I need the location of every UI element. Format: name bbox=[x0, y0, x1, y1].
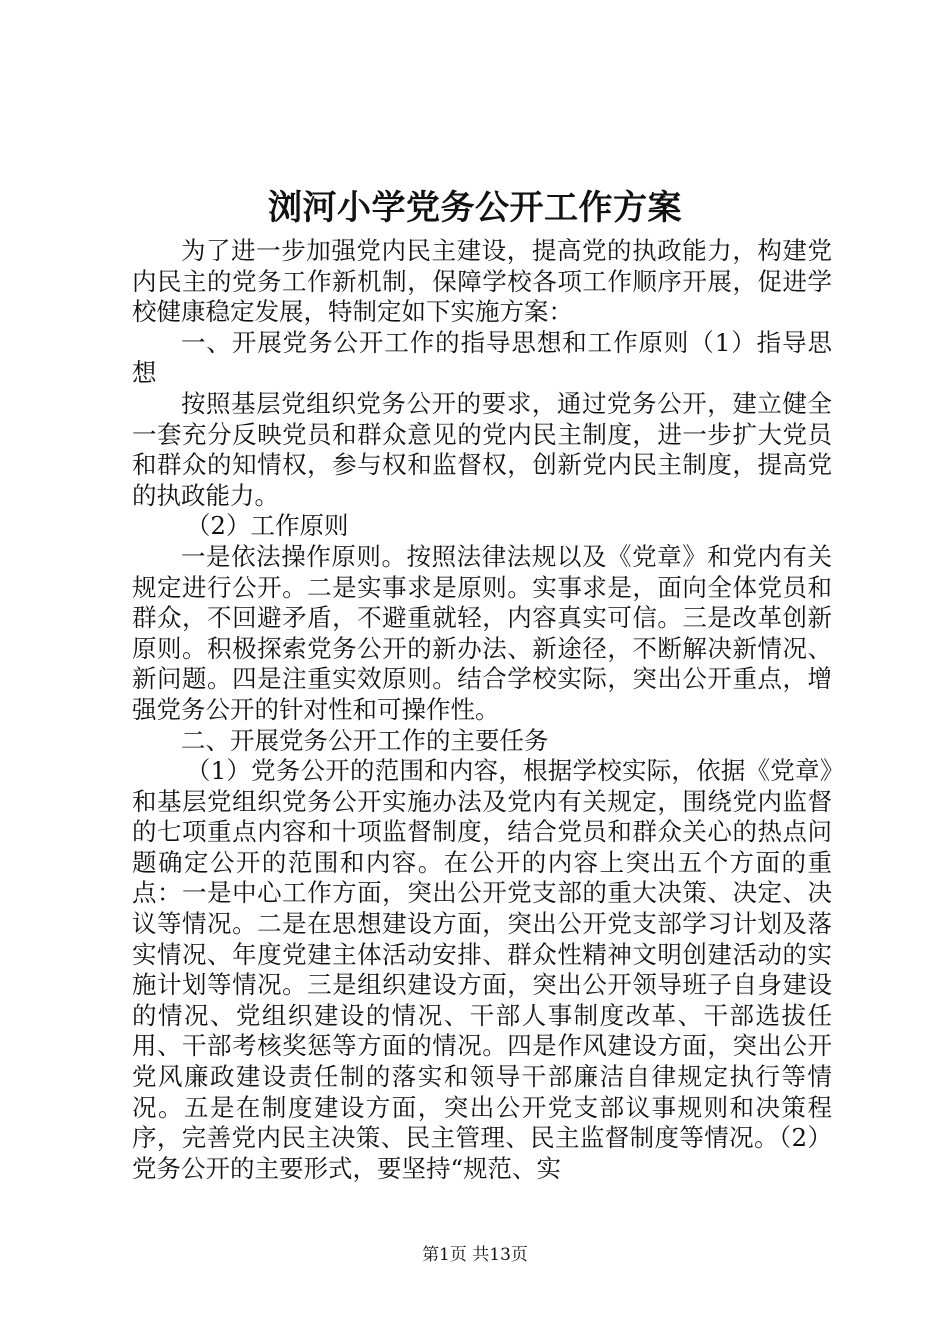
heading-section-2: 二、开展党务公开工作的主要任务 bbox=[181, 725, 549, 755]
heading-section-1: 一、开展党务公开工作的指导思想和工作原则（1）指导思想 bbox=[132, 327, 832, 388]
document-body bbox=[132, 236, 832, 1184]
paragraph-scope-content: （1）党务公开的范围和内容，根据学校实际，依据《党章》和基层党组织党务公开实施办法及党内有关规定，围绕党内监督的七项重点内容和十项监督制度，结合党员和群众关心的热点问题确定公开的范围和内容。在公开的内容上突出五个方面的重点：一是中心工作方面，突出公开党支部的重大决策、决定、决议等情况。二是在思想建设方面，突出公开党支部学习计划及落实情况、年度党建主体活动安排、群众性精神文明创建活动的实施计划等情况。三是组织建设方面，突出公开领导班子自身建设的情况、党组织建设的情况、干部人事制度改革、干部选拔任用、干部考核奖惩等方面的情况。四是作风建设方面，突出公开党风廉政建设责任制的落实和领导干部廉洁自律规定执行等情况。五是在制度建设方面，突出公开党支部议事规则和决策程序，完善党内民主决策、民主管理、民主监督制度等情况。（2）党务公开的主要形式，要坚持“规范、实 bbox=[132, 756, 832, 1183]
paragraph-intro: 为了进一步加强党内民主建设，提高党的执政能力，构建党内民主的党务工作新机制，保障学校各项工作顺序开展，促进学校健康稳定发展，特制定如下实施方案： bbox=[132, 236, 832, 327]
document-title: 浏河小学党务公开工作方案 bbox=[268, 188, 682, 228]
heading-work-principles: （2）工作原则 bbox=[185, 511, 349, 541]
paragraph-guiding-thought: 按照基层党组织党务公开的要求，通过党务公开，建立健全一套充分反映党员和群众意见的党内民主制度，进一步扩大党员和群众的知情权，参与权和监督权，创新党内民主制度，提高党的执政能力。 bbox=[132, 388, 832, 510]
paragraph-principles: 一是依法操作原则。按照法律法规以及《党章》和党内有关规定进行公开。二是实事求是原则。实事求是，面向全体党员和群众，不回避矛盾，不避重就轻，内容真实可信。三是改革创新原则。积极探索党务公开的新办法、新途径，不断解决新情况、新问题。四是注重实效原则。结合学校实际，突出公开重点，增强党务公开的针对性和可操作性。 bbox=[132, 541, 832, 724]
page-number: 第1页 共13页 bbox=[422, 1245, 528, 1265]
